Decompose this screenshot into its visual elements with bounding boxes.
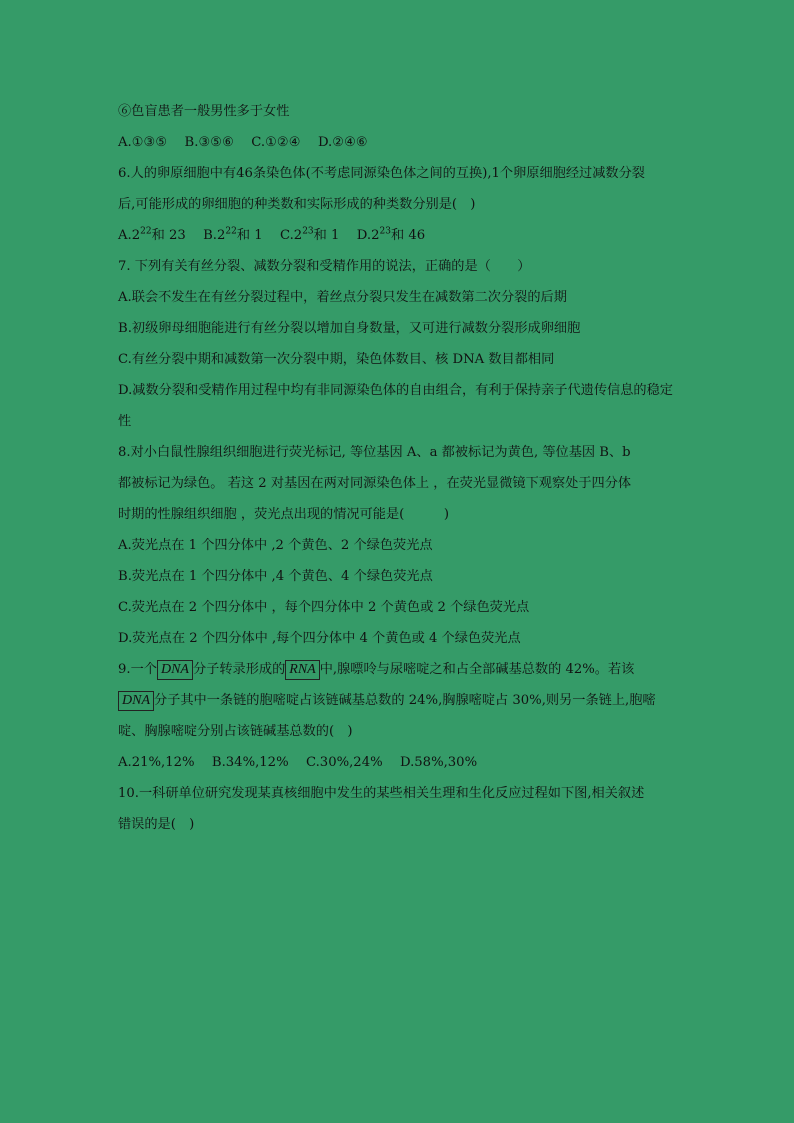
q7-option-c: C.有丝分裂中期和减数第一次分裂中期，染色体数目、核 DNA 数目都相同 xyxy=(118,352,555,367)
q10-stem-line2: 错误的是( ) xyxy=(118,817,195,832)
dna-term-box: DNA xyxy=(157,660,193,680)
q8-option-d: D.荧光点在 2 个四分体中 ,每个四分体中 4 个黄色或 4 个绿色荧光点 xyxy=(118,631,521,646)
q8-stem-line1: 8.对小白鼠性腺组织细胞进行荧光标记, 等位基因 A、a 都被标记为黄色, 等位基因 B、b xyxy=(118,445,631,460)
q5-options: A.①③⑤ B.③⑤⑥ C.①②④ D.②④⑥ xyxy=(118,135,368,150)
rna-term-box: RNA xyxy=(285,660,319,680)
q7-stem: 7. 下列有关有丝分裂、减数分裂和受精作用的说法，正确的是（ ） xyxy=(118,259,531,274)
q9-stem-line3: 啶、胸腺嘧啶分别占该链碱基总数的( ) xyxy=(118,724,353,739)
q7-option-d-line2: 性 xyxy=(118,414,132,429)
q6-options: $A.2^{22}$和 23 $B.2^{22}$和 1 $C.2^{23}$和 1 $D.2^{23}$和 46 xyxy=(118,226,426,243)
q6-stem-line2: 后,可能形成的卵细胞的种类数和实际形成的种类数分别是( ) xyxy=(118,197,476,212)
q7-option-d-line1: D.减数分裂和受精作用过程中均有非同源染色体的自由组合，有利于保持亲子代遗传信息的稳定 xyxy=(118,383,673,398)
q8-stem-line2: 都被标记为绿色。 若这 2 对基因在两对同源染色体上 ，在荧光显微镜下观察处于四分体 xyxy=(118,476,632,491)
exam-page xyxy=(118,100,678,844)
q8-option-c: C.荧光点在 2 个四分体中 ，每个四分体中 2 个黄色或 2 个绿色荧光点 xyxy=(118,600,530,615)
q10-stem-line1: 10.一科研单位研究发现某真核细胞中发生的某些相关生理和生化反应过程如下图,相关叙述 xyxy=(118,786,645,801)
q8-option-b: B.荧光点在 1 个四分体中 ,4 个黄色、4 个绿色荧光点 xyxy=(118,569,433,584)
q7-option-b: B.初级卵母细胞能进行有丝分裂以增加自身数量，又可进行减数分裂形成卵细胞 xyxy=(118,321,581,336)
q6-stem-line1: 6.人的卵原细胞中有46条染色体(不考虑同源染色体之间的互换),1个卵原细胞经过减数分裂 xyxy=(118,166,645,181)
q8-stem-line3: 时期的性腺组织细胞 ，荧光点出现的情况可能是( ) xyxy=(118,507,449,522)
q9-stem-line2: DNA 分子其中一条链的胞嘧啶占该链碱基总数的 24%,胸腺嘧啶占 30%,则另一条链上,胞嘧 xyxy=(118,689,678,720)
dna-term-box: DNA xyxy=(118,691,154,711)
q9-stem-line1: 9.一个 DNA 分子转录形成的 RNA 中,腺嘌呤与尿嘧啶之和占全部碱基总数的 42%。若该 xyxy=(118,658,678,689)
q8-option-a: A.荧光点在 1 个四分体中 ,2 个黄色、2 个绿色荧光点 xyxy=(118,538,433,553)
q5-item6: ⑥色盲患者一般男性多于女性 xyxy=(118,104,290,119)
q7-option-a: A.联会不发生在有丝分裂过程中，着丝点分裂只发生在减数第二次分裂的后期 xyxy=(118,290,567,305)
q9-options: A.21%,12% B.34%,12% C.30%,24% D.58%,30% xyxy=(118,755,478,770)
